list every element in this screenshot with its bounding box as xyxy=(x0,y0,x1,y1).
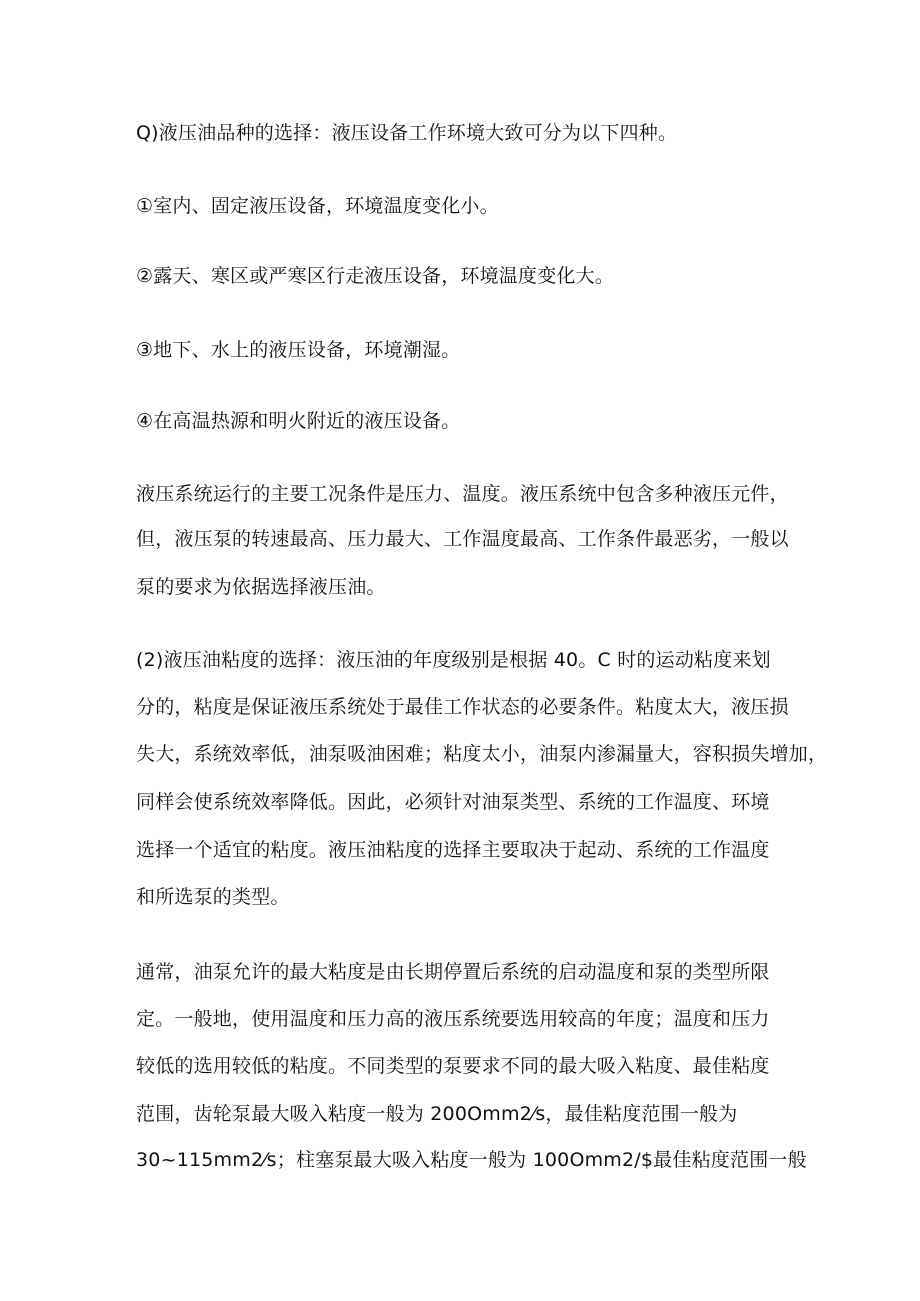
text-line: ④在高温热源和明火附近的液压设备。 xyxy=(136,410,461,432)
text-line: 液压系统运行的主要工况条件是压力、温度。液压系统中包含多种液压元件， xyxy=(136,483,789,505)
text-line: 同样会使系统效率降低。因此，必须针对油泵类型、系统的工作温度、环境 xyxy=(136,791,770,813)
text-line: (2)液压油粘度的选择：液压油的年度级别是根据 40。C 时的运动粘度来划 xyxy=(136,649,771,671)
text-line: 失大，系统效率低，油泵吸油困难；粘度太小，油泵内渗漏量大，容积损失增加， xyxy=(136,743,828,765)
text-line: 30~115mm2⁄s；柱塞泵最大吸入粘度一般为 100Omm2/$最佳粘度范围一般 xyxy=(136,1149,807,1171)
text-line: 范围，齿轮泵最大吸入粘度一般为 200Omm2⁄s，最佳粘度范围一般为 xyxy=(136,1103,738,1125)
text-line: 但，液压泵的转速最高、压力最大、工作温度最高、工作条件最恶劣，一般以 xyxy=(136,528,789,550)
text-line: 较低的选用较低的粘度。不同类型的泵要求不同的最大吸入粘度、最佳粘度 xyxy=(136,1055,770,1077)
text-line: ①室内、固定液压设备，环境温度变化小。 xyxy=(136,195,499,217)
text-line: 通常，油泵允许的最大粘度是由长期停置后系统的启动温度和泵的类型所限 xyxy=(136,961,770,983)
text-line: 定。一般地，使用温度和压力高的液压系统要选用较高的年度；温度和压力 xyxy=(136,1008,770,1030)
text-line: ②露天、寒区或严寒区行走液压设备，环境温度变化大。 xyxy=(136,265,615,287)
text-line: 选择一个适宜的粘度。液压油粘度的选择主要取决于起动、系统的工作温度 xyxy=(136,839,770,861)
text-line: Q)液压油品种的选择：液压设备工作环境大致可分为以下四种。 xyxy=(136,122,678,144)
text-line: 分的，粘度是保证液压系统处于最佳工作状态的必要条件。粘度太大，液压损 xyxy=(136,696,789,718)
text-line: 泵的要求为依据选择液压油。 xyxy=(136,576,386,598)
text-line: 和所选泵的类型。 xyxy=(136,886,290,908)
text-line: ③地下、水上的液压设备，环境潮湿。 xyxy=(136,339,461,361)
